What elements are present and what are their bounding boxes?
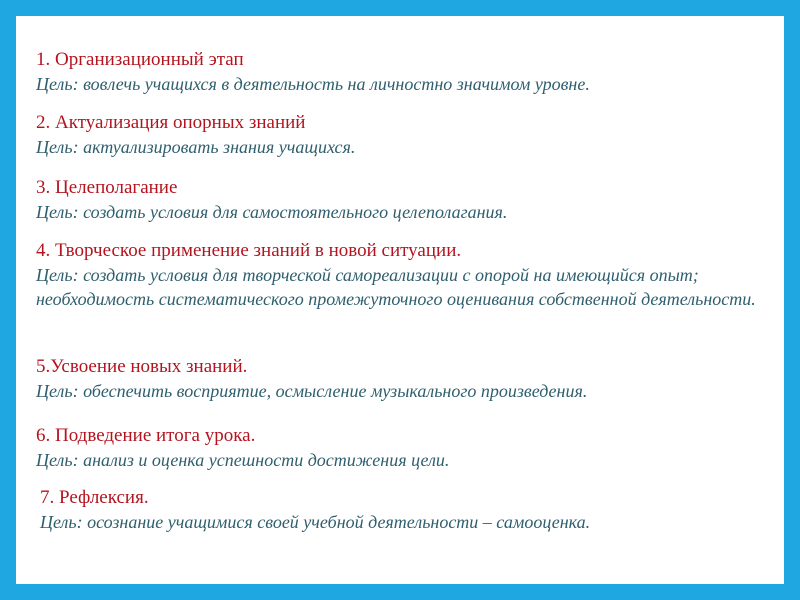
- stage-title: 5.Усвоение новых знаний.: [36, 356, 248, 377]
- stage-goal: Цель: актуализировать знания учащихся.: [36, 137, 356, 157]
- stage-title: 7. Рефлексия.: [40, 487, 149, 508]
- stage-goal: Цель: обеспечить восприятие, осмысление музыкального произведения.: [36, 381, 588, 401]
- stage-goal: Цель: анализ и оценка успешности достижения цели.: [36, 450, 450, 470]
- slide-card: [16, 16, 784, 584]
- stage-goal: Цель: создать условия для самостоятельного целеполагания.: [36, 202, 508, 222]
- stage-title: 3. Целеполагание: [36, 177, 178, 198]
- stage-1: [36, 48, 772, 96]
- stage-7: [40, 486, 772, 534]
- stage-title: 4. Творческое применение знаний в новой ситуации.: [36, 240, 462, 261]
- stage-goal: Цель: создать условия для творческой самореализации с опорой на имеющийся опыт; необходимость систематического промежуточного оценивания собственной деятельности.: [36, 265, 756, 309]
- stage-title: 2. Актуализация опорных знаний: [36, 112, 306, 133]
- stage-title: 1. Организационный этап: [36, 49, 244, 70]
- stage-6: [36, 424, 772, 472]
- stage-4: [36, 239, 772, 311]
- stage-3: [36, 176, 772, 224]
- stage-goal: Цель: осознание учащимися своей учебной деятельности – самооценка.: [40, 512, 591, 532]
- stage-5: [36, 355, 772, 403]
- stage-title: 6. Подведение итога урока.: [36, 425, 256, 446]
- stage-2: [36, 111, 772, 159]
- stage-goal: Цель: вовлечь учащихся в деятельность на личностно значимом уровне.: [36, 74, 590, 94]
